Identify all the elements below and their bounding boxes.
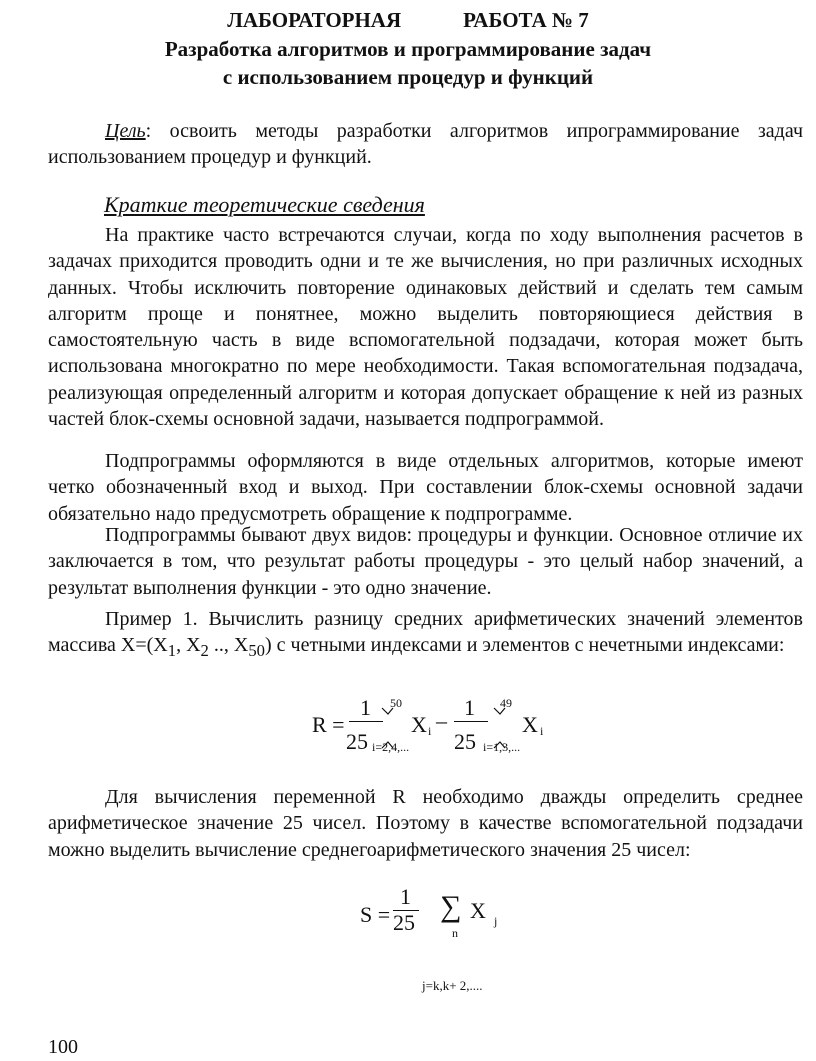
formula-s-denominator: 25 — [393, 910, 415, 935]
formula-s-lhs: S = — [360, 902, 391, 927]
formula-r-lhs: R = — [312, 712, 345, 737]
formula-r — [312, 692, 572, 762]
theory-paragraph-3: Подпрограммы бывают двух видов: процедуры и функции. Основное отличие их заключается в том, что результат работы процедуры - это целый набор значений, а результат выполнения функции - это одно значение. — [48, 524, 803, 599]
goal-text: освоить методы разработки алгоритмов ипрограммирование задач использованием процедур и функций. — [48, 120, 803, 169]
formula-r-denominator-1: 25 — [346, 729, 368, 754]
formula-r-minus: – — [436, 708, 447, 733]
sum-lower-limit-2: i=1,3,... — [483, 740, 521, 754]
formula-s — [360, 884, 520, 944]
sum-upper-limit-1: 50 — [390, 696, 402, 710]
theory-paragraph-1: На практике часто встречаются случаи, когда по ходу выполнения расчетов в задачах приходится проводить одни и те же вычисления, но при различных исходных данных. Чтобы исключить повторение одинаковых действий и сделать тем самым алгоритм проще и понятнее, можно выделить повторяющиеся действия в самостоятельную часть в виде вспомогательной подзадачи, которая может быть использована многократно по мере необходимости. Такая вспомогательная подзадача, реализующая определенный алгоритм и которая допускает обращение к ней из разных частей блок-схемы основной задачи, называется подпрограммой. — [48, 224, 803, 431]
formula-r-x-2: X — [522, 712, 538, 737]
formula-r-denominator-2: 25 — [454, 729, 476, 754]
lab-title-line-2: с использованием процедур и функций — [222, 65, 594, 89]
fraction-bar-1 — [349, 721, 383, 722]
theory-section-title: Краткие теоретические сведения — [104, 192, 425, 217]
page-number: 100 — [48, 1036, 78, 1058]
formula-r-numerator-2: 1 — [464, 695, 475, 720]
goal-label: Цель — [105, 120, 146, 142]
formula-r-numerator-1: 1 — [360, 695, 371, 720]
formula-r-index-1: i — [428, 724, 432, 738]
formula-s-numerator: 1 — [400, 884, 411, 909]
lab-work-heading-left: ЛАБОРАТОРНАЯ — [227, 8, 402, 32]
sum-lower-limit-1: i=2,4,... — [372, 740, 410, 754]
formula-r-x-1: X — [411, 712, 427, 737]
fraction-bar-2 — [454, 721, 488, 722]
formula-s-range: j=k,k+ 2,.... — [422, 978, 483, 993]
formula-r-index-2: i — [540, 724, 544, 738]
formula-s-sigma: ∑ — [440, 890, 462, 923]
formula-s-x: X — [470, 898, 486, 923]
subtask-paragraph: Для вычисления переменной R необходимо дважды определить среднее арифметическое значение 25 чисел. Поэтому в качестве вспомогательной подзадачи можно выделить вычисление среднегоарифметического значения 25 чисел: — [48, 786, 803, 861]
theory-paragraph-2: Подпрограммы оформляются в виде отдельных алгоритмов, которые имеют четко обозначенный вход и выход. При составлении блок-схемы основной задачи обязательно надо предусмотреть обращение к подпрограмме. — [48, 450, 803, 525]
goal-paragraph: Цель: освоить методы разработки алгоритмов ипрограммирование задач использованием процедур и функций. — [48, 120, 803, 169]
lab-title-line-1: Разработка алгоритмов и программирование задач — [164, 37, 652, 61]
lab-work-heading-right: РАБОТА № 7 — [463, 8, 589, 32]
formula-s-sum-index: n — [452, 926, 458, 940]
formula-s-j: j — [494, 914, 498, 928]
sum-upper-limit-2: 49 — [500, 696, 512, 710]
lab-work-heading — [0, 8, 816, 33]
example-paragraph: Пример 1. Вычислить разницу средних арифметических значений элементов массива $X=(X_1$, $X_2$ .., $X_{50}$) с четными индексами и элементов с нечетными индексами: — [48, 608, 803, 661]
